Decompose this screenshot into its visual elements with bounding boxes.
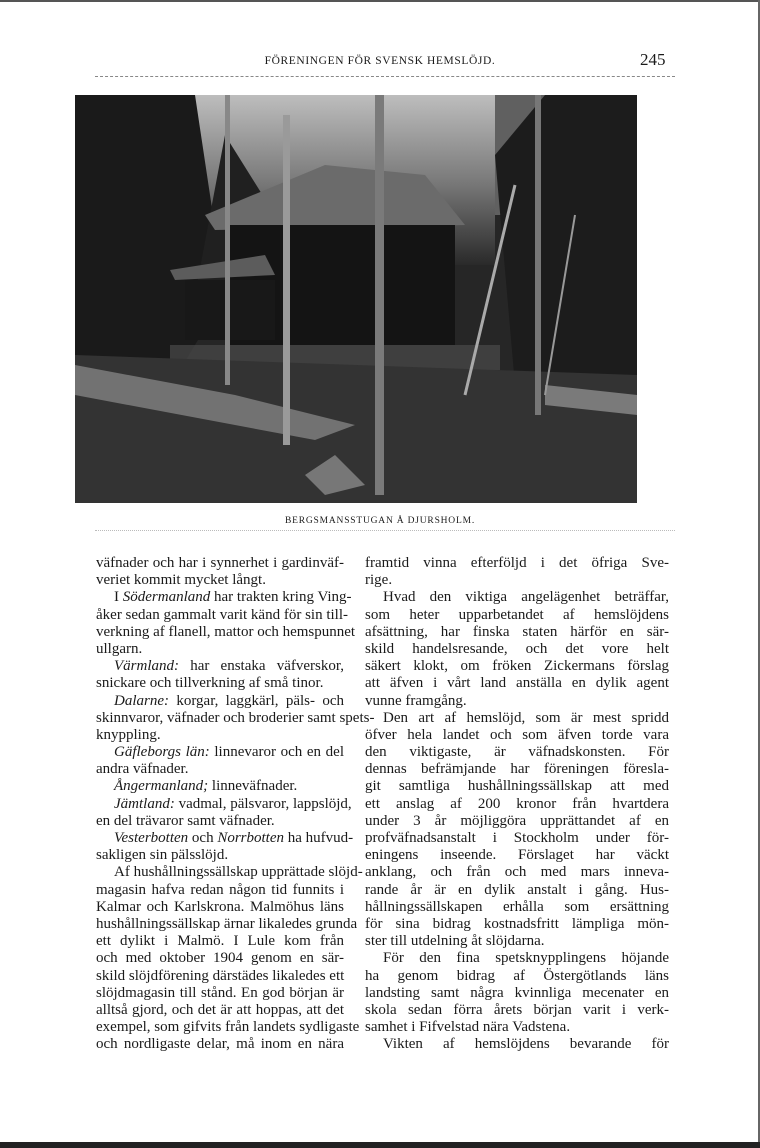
italic-term: Norrbotten <box>217 830 285 846</box>
text-segment: Den art af hemslöjd, som är mest spridd <box>383 709 669 726</box>
text-line <box>365 1002 669 1019</box>
text-segment: exempel, som gifvits från landets sydligaste <box>96 1019 360 1036</box>
text-segment: ett anslag af 200 kronor från hvartdera <box>365 795 669 812</box>
text-line <box>96 1036 344 1053</box>
text-line <box>365 1019 669 1036</box>
text-line <box>365 796 669 813</box>
text-segment: ett dylikt i Malmö. I Lule kom från <box>96 933 344 950</box>
text-line <box>365 899 669 916</box>
text-segment: knyppling. <box>96 726 161 743</box>
caption-rule <box>95 530 675 531</box>
text-segment: veriet kommit mycket långt. <box>96 572 266 589</box>
text-segment: linnevaror och en del <box>209 744 345 761</box>
text-segment: väfnader och har i synnerhet i gardinväf- <box>96 555 344 571</box>
text-line <box>365 589 669 606</box>
text-segment: alltså gjord, och det är att hoppas, att det <box>96 1001 344 1018</box>
text-segment: en del trävaror samt väfnader. <box>96 812 275 829</box>
text-line <box>365 761 669 778</box>
text-line <box>96 606 349 624</box>
text-line <box>96 675 344 692</box>
text-line <box>96 813 344 830</box>
text-column-left <box>96 555 375 1053</box>
text-segment: Vikten af hemslöjdens bevarande för <box>383 1036 669 1053</box>
text-segment: I <box>114 589 123 606</box>
italic-term: Värmland: <box>114 658 179 675</box>
text-segment: skild handelsresande, och det vore helt <box>365 640 669 657</box>
text-line <box>365 968 669 985</box>
text-segment: afsättning, har finska staten härför en sär- <box>365 623 669 640</box>
text-segment: dennas befrämjande har föreningen föresla- <box>365 761 669 778</box>
text-segment: skild slöjdförening därstädes likaledes ett <box>96 967 345 984</box>
text-line <box>365 675 669 692</box>
italic-term: Jämtland: <box>114 795 175 812</box>
text-line <box>365 847 669 864</box>
text-line <box>96 589 352 606</box>
text-line <box>365 710 669 727</box>
text-segment: För den fina spetsknypplingens höjande <box>383 950 669 967</box>
text-line <box>365 933 669 950</box>
text-line <box>365 572 669 589</box>
text-segment: snickare och tillverkning af små tinor. <box>96 675 324 692</box>
text-line <box>365 693 669 710</box>
text-segment: åker sedan gammalt varit känd för sin till- <box>96 606 349 623</box>
text-segment: och med oktober 1904 genom en sär- <box>96 950 344 967</box>
text-segment: som heter upparbetandet af hemslöjdens <box>365 606 669 623</box>
text-line <box>365 950 669 967</box>
text-line <box>96 847 344 864</box>
text-line <box>96 1002 344 1019</box>
text-segment: verkning af flanell, mattor och hemspunnet <box>96 623 356 640</box>
text-line <box>365 813 669 830</box>
text-line <box>365 624 669 641</box>
text-line <box>96 830 354 847</box>
text-segment: anklang, och från och med mars inneva- <box>365 864 669 881</box>
text-segment: landsting samt några kvinnliga mecenater en <box>365 984 669 1001</box>
text-segment: ha hufvud- <box>284 830 354 846</box>
text-segment: andra väfnader. <box>96 761 189 778</box>
text-segment: har trakten kring Ving- <box>210 589 352 606</box>
text-line <box>96 744 344 761</box>
text-line <box>365 1036 669 1053</box>
text-line <box>96 778 344 795</box>
text-line <box>96 882 344 899</box>
figure-caption: BERGSMANSSTUGAN Å DJURSHOLM. <box>285 516 475 526</box>
text-segment: ullgarn. <box>96 640 143 657</box>
italic-term: Ångermanland; <box>114 778 209 795</box>
text-segment: profväfnadsanstalt i Stockholm under för- <box>365 830 669 846</box>
photograph-cabin-in-forest <box>75 95 637 503</box>
text-line <box>96 933 344 950</box>
italic-term: Dalarne: <box>114 692 169 709</box>
text-line <box>365 916 669 933</box>
text-line <box>96 1019 360 1036</box>
text-segment: och <box>188 830 218 846</box>
running-title: FÖRENINGEN FÖR SVENSK HEMSLÖJD. <box>264 55 496 67</box>
text-column-right <box>365 555 669 1053</box>
text-segment: ha genom bidrag af Östergötlands läns <box>365 967 669 984</box>
text-segment: slöjdmagasin till stånd. En god början är <box>96 984 344 1001</box>
text-line <box>96 641 344 658</box>
text-segment: vunne framgång. <box>365 692 467 709</box>
text-line <box>365 658 669 675</box>
text-line <box>365 607 669 624</box>
text-line <box>96 572 344 589</box>
text-segment: Kalmar och Karlskrona. Malmöhus läns <box>96 898 344 915</box>
text-line <box>365 985 669 1002</box>
text-segment: och nordligaste delar, må inom en nära <box>96 1036 344 1053</box>
text-segment: rige. <box>365 572 393 589</box>
text-segment: git samtliga hushållningssällskap att med <box>365 778 669 795</box>
text-line <box>365 882 669 899</box>
text-line <box>365 727 669 744</box>
text-line <box>96 658 344 675</box>
text-segment: magasin hafva redan någon tid funnits i <box>96 881 344 898</box>
text-segment: eningens inseende. Förslaget har väckt <box>365 847 669 864</box>
text-line <box>365 778 669 795</box>
text-segment: vadmal, pälsvaror, lappslöjd, <box>174 795 352 812</box>
text-segment: har enstaka väfverskor, <box>179 658 344 675</box>
scan-edge-bottom <box>0 1142 760 1148</box>
text-line <box>365 641 669 658</box>
text-segment: samhet i Fifvelstad nära Vadstena. <box>365 1019 571 1036</box>
text-line <box>96 915 358 933</box>
text-line <box>96 693 344 710</box>
text-line <box>96 623 356 641</box>
text-segment: framtid vinna efterföljd i det öfriga Sve- <box>365 555 669 571</box>
text-segment: rande år är en dylik anstalt i gång. Hus- <box>365 881 669 898</box>
text-segment: under 3 år möjliggöra upprättandet af en <box>365 812 669 829</box>
text-line <box>365 830 669 847</box>
text-line <box>365 555 669 572</box>
text-line <box>365 864 669 881</box>
text-segment: hushållningssällskap ärnar likaledes grunda <box>96 915 358 932</box>
italic-term: Vesterbotten <box>114 830 189 846</box>
text-segment: att äfven i vårt land anställa en dylik agent <box>365 675 669 692</box>
text-segment: sakligen sin pälsslöjd. <box>96 847 229 864</box>
text-line <box>96 795 352 813</box>
text-line <box>96 899 344 916</box>
text-segment: skinnvaror, väfnader och broderier samt spets- <box>96 709 375 726</box>
text-segment: korgar, laggkärl, päls- och <box>169 692 344 709</box>
text-segment: linneväfnader. <box>208 778 298 795</box>
text-segment: hållningssällskapen erhålla som ersättning <box>365 898 669 915</box>
page-number: 245 <box>640 50 666 69</box>
text-segment: den viktigaste, är väfnadskonsten. För <box>365 744 669 761</box>
text-line <box>96 864 363 881</box>
text-segment: ster till utdelning åt slöjdarna. <box>365 933 545 950</box>
header-rule <box>95 76 675 77</box>
text-line <box>96 968 344 985</box>
scan-edge-top <box>0 0 760 2</box>
text-line <box>96 555 344 572</box>
text-line <box>96 761 344 778</box>
text-segment: säkert klokt, om fröken Zickermans förslag <box>365 658 669 675</box>
text-line <box>96 950 344 967</box>
italic-term: Södermanland <box>122 589 211 606</box>
italic-term: Gäfleborgs län: <box>114 744 210 761</box>
text-segment: Hvad den viktiga angelägenhet beträffar, <box>383 589 669 606</box>
text-segment: skola sedan förra årets början varit i verk- <box>365 1001 669 1018</box>
text-segment: öfver hela landet och som äfven torde vara <box>365 726 669 743</box>
text-line <box>96 985 344 1002</box>
text-segment: Af hushållningssällskap upprättade slöjd- <box>114 864 363 881</box>
text-line <box>96 727 344 744</box>
text-line <box>365 744 669 761</box>
text-segment: för sina bidrag kostnadsfritt lämpliga mön- <box>365 915 669 932</box>
text-line <box>96 709 375 727</box>
